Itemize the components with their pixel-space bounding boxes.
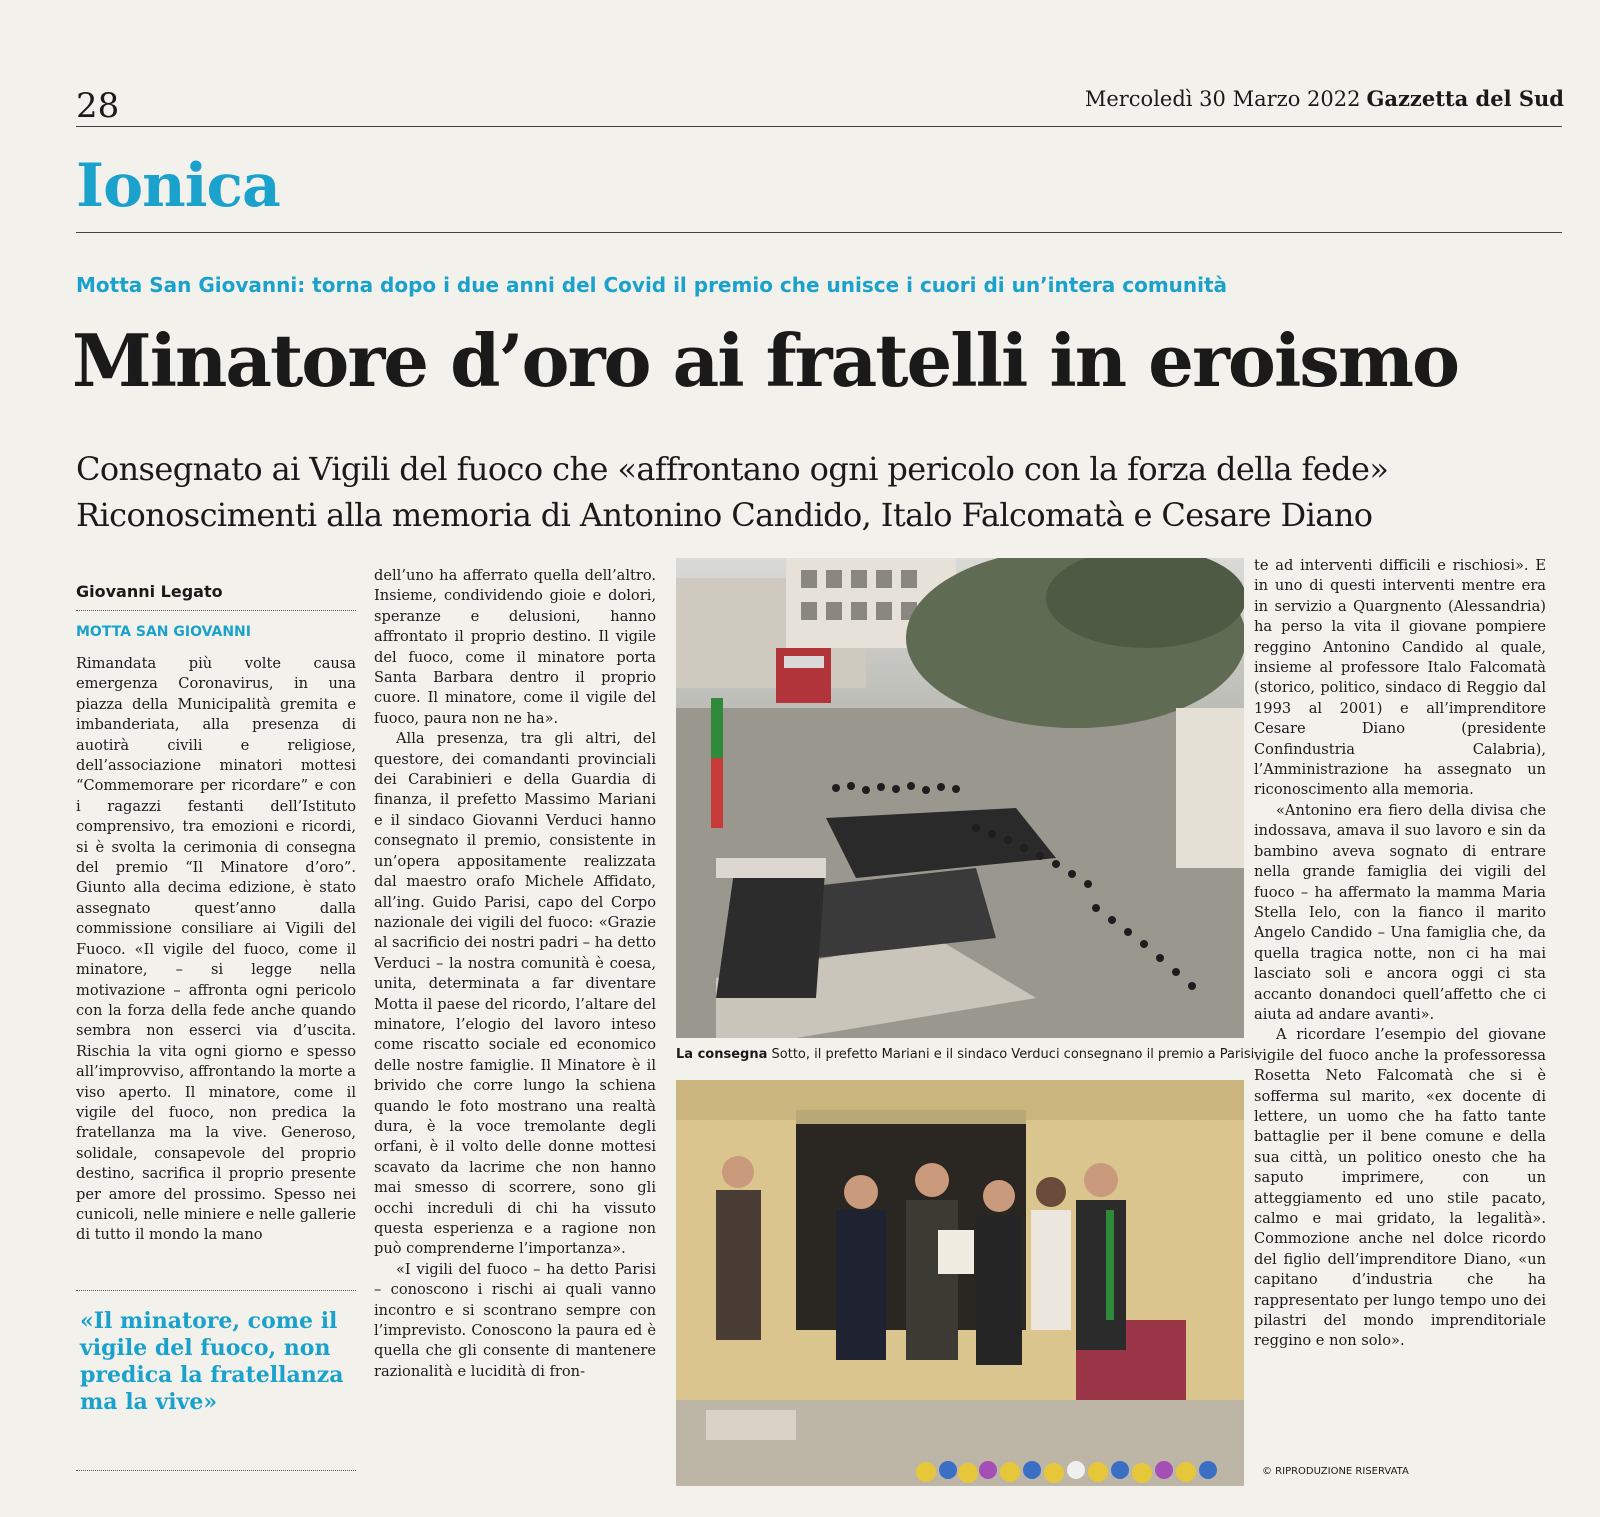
article-headline: Minatore d’oro ai fratelli in eroismo xyxy=(72,318,1459,403)
section-rule xyxy=(76,232,1562,233)
dateline: MOTTA SAN GIOVANNI xyxy=(76,624,251,640)
byline: Giovanni Legato xyxy=(76,582,223,601)
section-title: Ionica xyxy=(76,151,280,221)
header-rule xyxy=(76,126,1562,127)
photo-award-handover xyxy=(676,1080,1244,1486)
article-paragraph: A ricordare l’esempio del giovane vigile del fuoco anche la professoressa Rosetta Neto Falcomatà che si è sofferma sul marito, «ex docente di lettere, un uomo che ha fatto tante battaglie per il bene comune e della sua città, un politico onesto che ha saputo imprimere, con un atteggiamento ed uno stile pacato, calmo e mai gridato, la legalità». Commozione anche nel dolce ricordo del figlio dell’imprenditore Diano, «un capitano d’industria che ha rappresentato per lungo tempo uno dei pilastri del mondo imprenditoriale reggino e non solo». xyxy=(1254,1026,1546,1350)
page-number: 28 xyxy=(76,86,120,126)
article-paragraph: Alla presenza, tra gli altri, del questore, dei comandanti provinciali dei Carabinieri e della Guardia di finanza, il prefetto Massimo Mariani e il sindaco Giovanni Verduci hanno consegnato il premio, consistente in un’opera appositamente realizzata dal maestro orafo Michele Affidato, all’ing. Guido Parisi, capo del Corpo nazionale dei vigili del fuoco: «Grazie al sacrificio dei nostri padri – ha detto Verduci – la nostra comunità è coesa, unita, determinata a far diventare Motta il paese del ricordo, l’altare del minatore, l’elogio del lavoro inteso come riscatto sociale ed economico delle nostre famiglie. Il Minatore è il brivido che corre lungo la schiena quando le foto mostrano una realtà dura, è la voce tremolante degli orfani, è il volto delle donne mottesi scavato da lacrime che non hanno mai smesso di scorrere, sono gli occhi increduli di chi ha vissuto questa esperienza e a ragione non può comprenderne l’importanza». xyxy=(374,730,656,1258)
photo-caption xyxy=(676,1046,1255,1064)
article-kicker: Motta San Giovanni: torna dopo i due anni del Covid il premio che unisce i cuori di un’intera comunità xyxy=(76,273,1228,297)
caption-text: Sotto, il prefetto Mariani e il sindaco Verduci consegnano il premio a Parisi xyxy=(771,1047,1255,1062)
newspaper-brand: Gazzetta del Sud xyxy=(1366,86,1564,111)
subhead-line: Riconoscimenti alla memoria di Antonino Candido, Italo Falcomatà e Cesare Diano xyxy=(76,496,1373,534)
article-subheads xyxy=(76,446,1388,538)
article-column-2 xyxy=(374,566,656,1382)
article-column-3 xyxy=(1254,556,1546,1352)
article-paragraph: dell’uno ha afferrato quella dell’altro. Insieme, condividendo gioie e dolori, speranze e delusioni, hanno affrontato il proprio destino. Il vigile del fuoco, come il minatore porta Santa Barbara dentro il proprio cuore. Il minatore, come il vigile del fuoco, paura non ne ha». xyxy=(374,567,656,727)
article-paragraph: Rimandata più volte causa emergenza Coronavirus, in una piazza della Municipalità gremita e imbanderiata, alla presenza di auotirà civili e religiose, dell’associazione minatori mottesi “Commemorare per ricordare” e con i ragazzi festanti dell’Istituto comprensivo, tra emozioni e ricordi, si è svolta la cerimonia di consegna del premio “Il Minatore d’oro”. Giunto alla decima edizione, è stato assegnato quest’anno dalla commissione consiliare ai Vigili del Fuoco. «Il vigile del fuoco, come il minatore, – si legge nella motivazione – affronta ogni pericolo con la forza della fede anche quando sembra non esserci via d’uscita. Rischia la vita ogni giorno e spesso all’improvviso, affrontando la morte a viso aperto. Il minatore, come il vigile del fuoco, non predica la fratellanza ma la vive. Generoso, solidale, consapevole del proprio destino, sacrifica il proprio presente per amore del prossimo. Spesso nei cunicoli, nelle miniere e nelle gallerie di tutto il mondo la mano xyxy=(76,655,356,1244)
subhead-line: Consegnato ai Vigili del fuoco che «affrontano ogni pericolo con la forza della fede» xyxy=(76,450,1389,488)
masthead xyxy=(1085,86,1564,112)
copyright-notice: © RIPRODUZIONE RISERVATA xyxy=(1262,1466,1409,1477)
byline-divider xyxy=(76,610,356,611)
caption-label: La consegna xyxy=(676,1047,768,1062)
pull-quote: «Il minatore, come il vigile del fuoco, non predica la fratellanza ma la vive» xyxy=(80,1308,344,1415)
pull-quote-divider-bottom xyxy=(76,1470,356,1471)
article-paragraph: «Antonino era fiero della divisa che indossava, amava il suo lavoro e sin da bambino aveva sognato di entrare nella grande famiglia dei vigili del fuoco – ha affermato la mamma Maria Stella Ielo, con la fianco il marito Angelo Candido – Una famiglia che, da quella tragica notte, non ci ha mai lasciato soli e ancora oggi ci sta accanto donandoci quell’affetto che ci aiuta ad andare avanti». xyxy=(1254,801,1546,1023)
article-paragraph: «I vigili del fuoco – ha detto Parisi – conoscono i rischi ai quali vanno incontro e si scontrano sempre con l’imprevisto. Conoscono la paura ed è quella che gli consente di mantenere razionalità e lucidità di fron- xyxy=(374,1260,656,1380)
photo-piazza-ceremony xyxy=(676,558,1244,1038)
article-column-1 xyxy=(76,654,356,1246)
pull-quote-divider-top xyxy=(76,1290,356,1291)
issue-date: Mercoledì 30 Marzo 2022 xyxy=(1084,87,1361,111)
article-paragraph: te ad interventi difficili e rischiosi». E in uno di questi interventi mentre era in servizio a Quargnento (Alessandria) ha perso la vita il giovane pompiere reggino Antonino Candido al quale, insieme al professore Italo Falcomatà (storico, politico, sindaco di Reggio dal 1993 al 2001) e all’imprenditore Cesare Diano (presidente Confindustria Calabria), l’Amministrazione ha assegnato un riconoscimento alla memoria. xyxy=(1254,557,1546,799)
